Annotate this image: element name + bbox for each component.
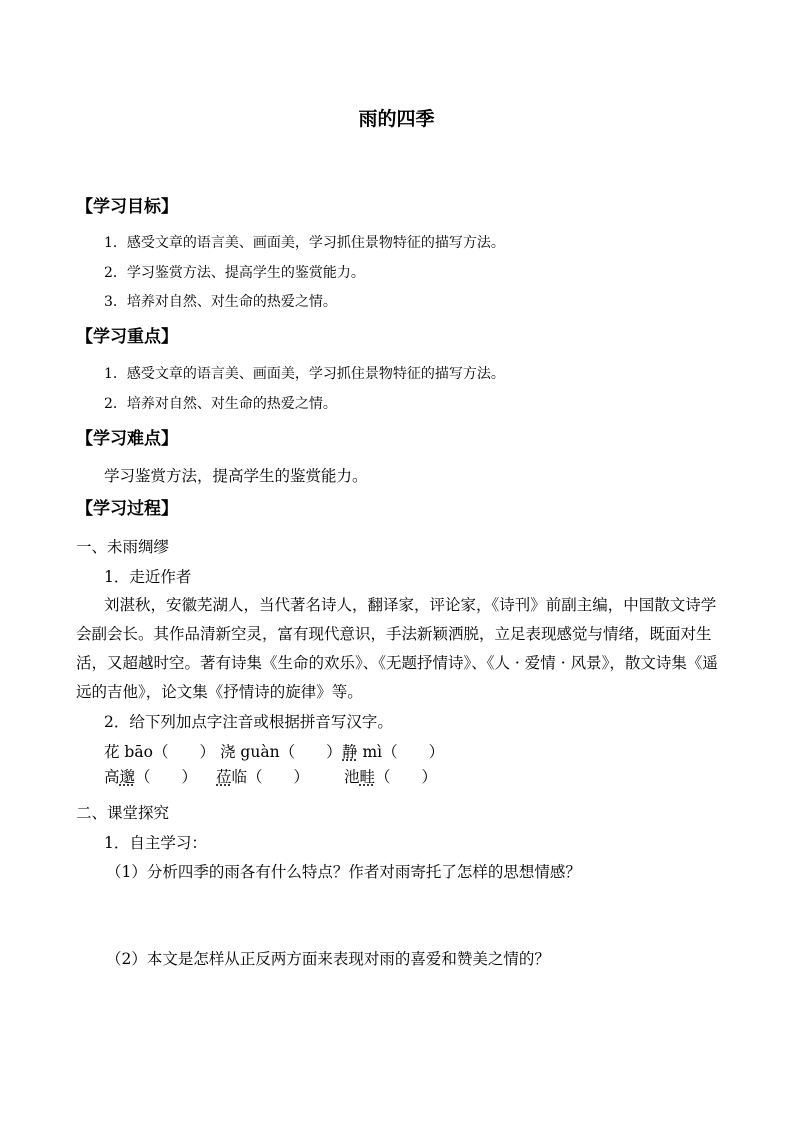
author-bio-paragraph — [76, 591, 726, 707]
part1-step1: 1．走近作者 — [104, 568, 192, 586]
dotted-character: 莅 — [216, 768, 232, 786]
pinyin-item-miao — [104, 765, 197, 787]
question-1: （1）分析四季的雨各有什么特点？作者对雨寄托了怎样的思想情感？ — [106, 863, 581, 881]
answer-blank: （ ） — [247, 768, 310, 786]
plain-character: 池 — [344, 768, 360, 786]
part1-title: 一、未雨绸缪 — [76, 538, 170, 556]
author-bio-text: 刘湛秋，安徽芜湖人，当代著名诗人，翻译家，评论家，《诗刊》前副主编，中国散文诗学会副会长。其作品清新空灵，富有现代意识，手法新颖洒脱，立足表现感觉与情绪，既面对生活，又超越时空。著有诗集《生命的欢乐》、《无题抒情诗》、《人 · 爱情 · 风景》，散文诗集《遥远的吉他》，论文集《抒情诗的旋律》等。 — [76, 596, 718, 701]
answer-blank: （ ） — [375, 768, 438, 786]
pinyin-item-li — [216, 765, 309, 787]
page-title: 雨的四季 — [358, 108, 435, 130]
dotted-character: 邈 — [119, 768, 136, 786]
answer-blank: （ ） — [279, 743, 342, 761]
dotted-character: 畦 — [359, 768, 376, 786]
goal-item-1: 1．感受文章的语言美、画面美，学习抓住景物特征的描写方法。 — [104, 235, 505, 251]
pinyin-item-mi — [342, 740, 444, 762]
dotted-character: 静 — [342, 743, 358, 761]
part1-step2: 2．给下列加点字注音或根据拼音写汉字。 — [104, 713, 393, 731]
answer-blank: （ ） — [152, 743, 215, 761]
question-2: （2）本文是怎样从正反两方面来表现对雨的喜爱和赞美之情的？ — [106, 950, 550, 968]
part2-title: 二、课堂探究 — [76, 804, 170, 822]
goal-item-2: 2．学习鉴赏方法、提高学生的鉴赏能力。 — [104, 265, 365, 281]
answer-blank: （ ） — [382, 743, 445, 761]
heading-learning-process: 【学习过程】 — [76, 499, 178, 519]
heading-learning-goals: 【学习目标】 — [76, 197, 178, 217]
goal-item-3: 3．培养对自然、对生命的热爱之情。 — [104, 294, 337, 310]
pinyin-item-guan — [220, 740, 342, 762]
key-point-item-2: 2．培养对自然、对生命的热爱之情。 — [104, 396, 337, 412]
pinyin-item-bao — [104, 740, 215, 762]
pinyin-item-qi — [344, 765, 437, 787]
difficulty-text: 学习鉴赏方法，提高学生的鉴赏能力。 — [104, 467, 368, 485]
heading-difficulties: 【学习难点】 — [76, 429, 178, 449]
plain-character: 高 — [104, 768, 120, 786]
pinyin-word: 花 bāo — [104, 743, 153, 761]
plain-character: 临 — [231, 768, 248, 786]
heading-key-points: 【学习重点】 — [76, 327, 178, 347]
pinyin-word: mì — [357, 743, 383, 761]
key-point-item-1: 1．感受文章的语言美、画面美，学习抓住景物特征的描写方法。 — [104, 366, 505, 382]
answer-blank: （ ） — [135, 768, 198, 786]
pinyin-word: 浇 guàn — [220, 743, 280, 761]
part2-step1: 1．自主学习： — [104, 834, 207, 852]
